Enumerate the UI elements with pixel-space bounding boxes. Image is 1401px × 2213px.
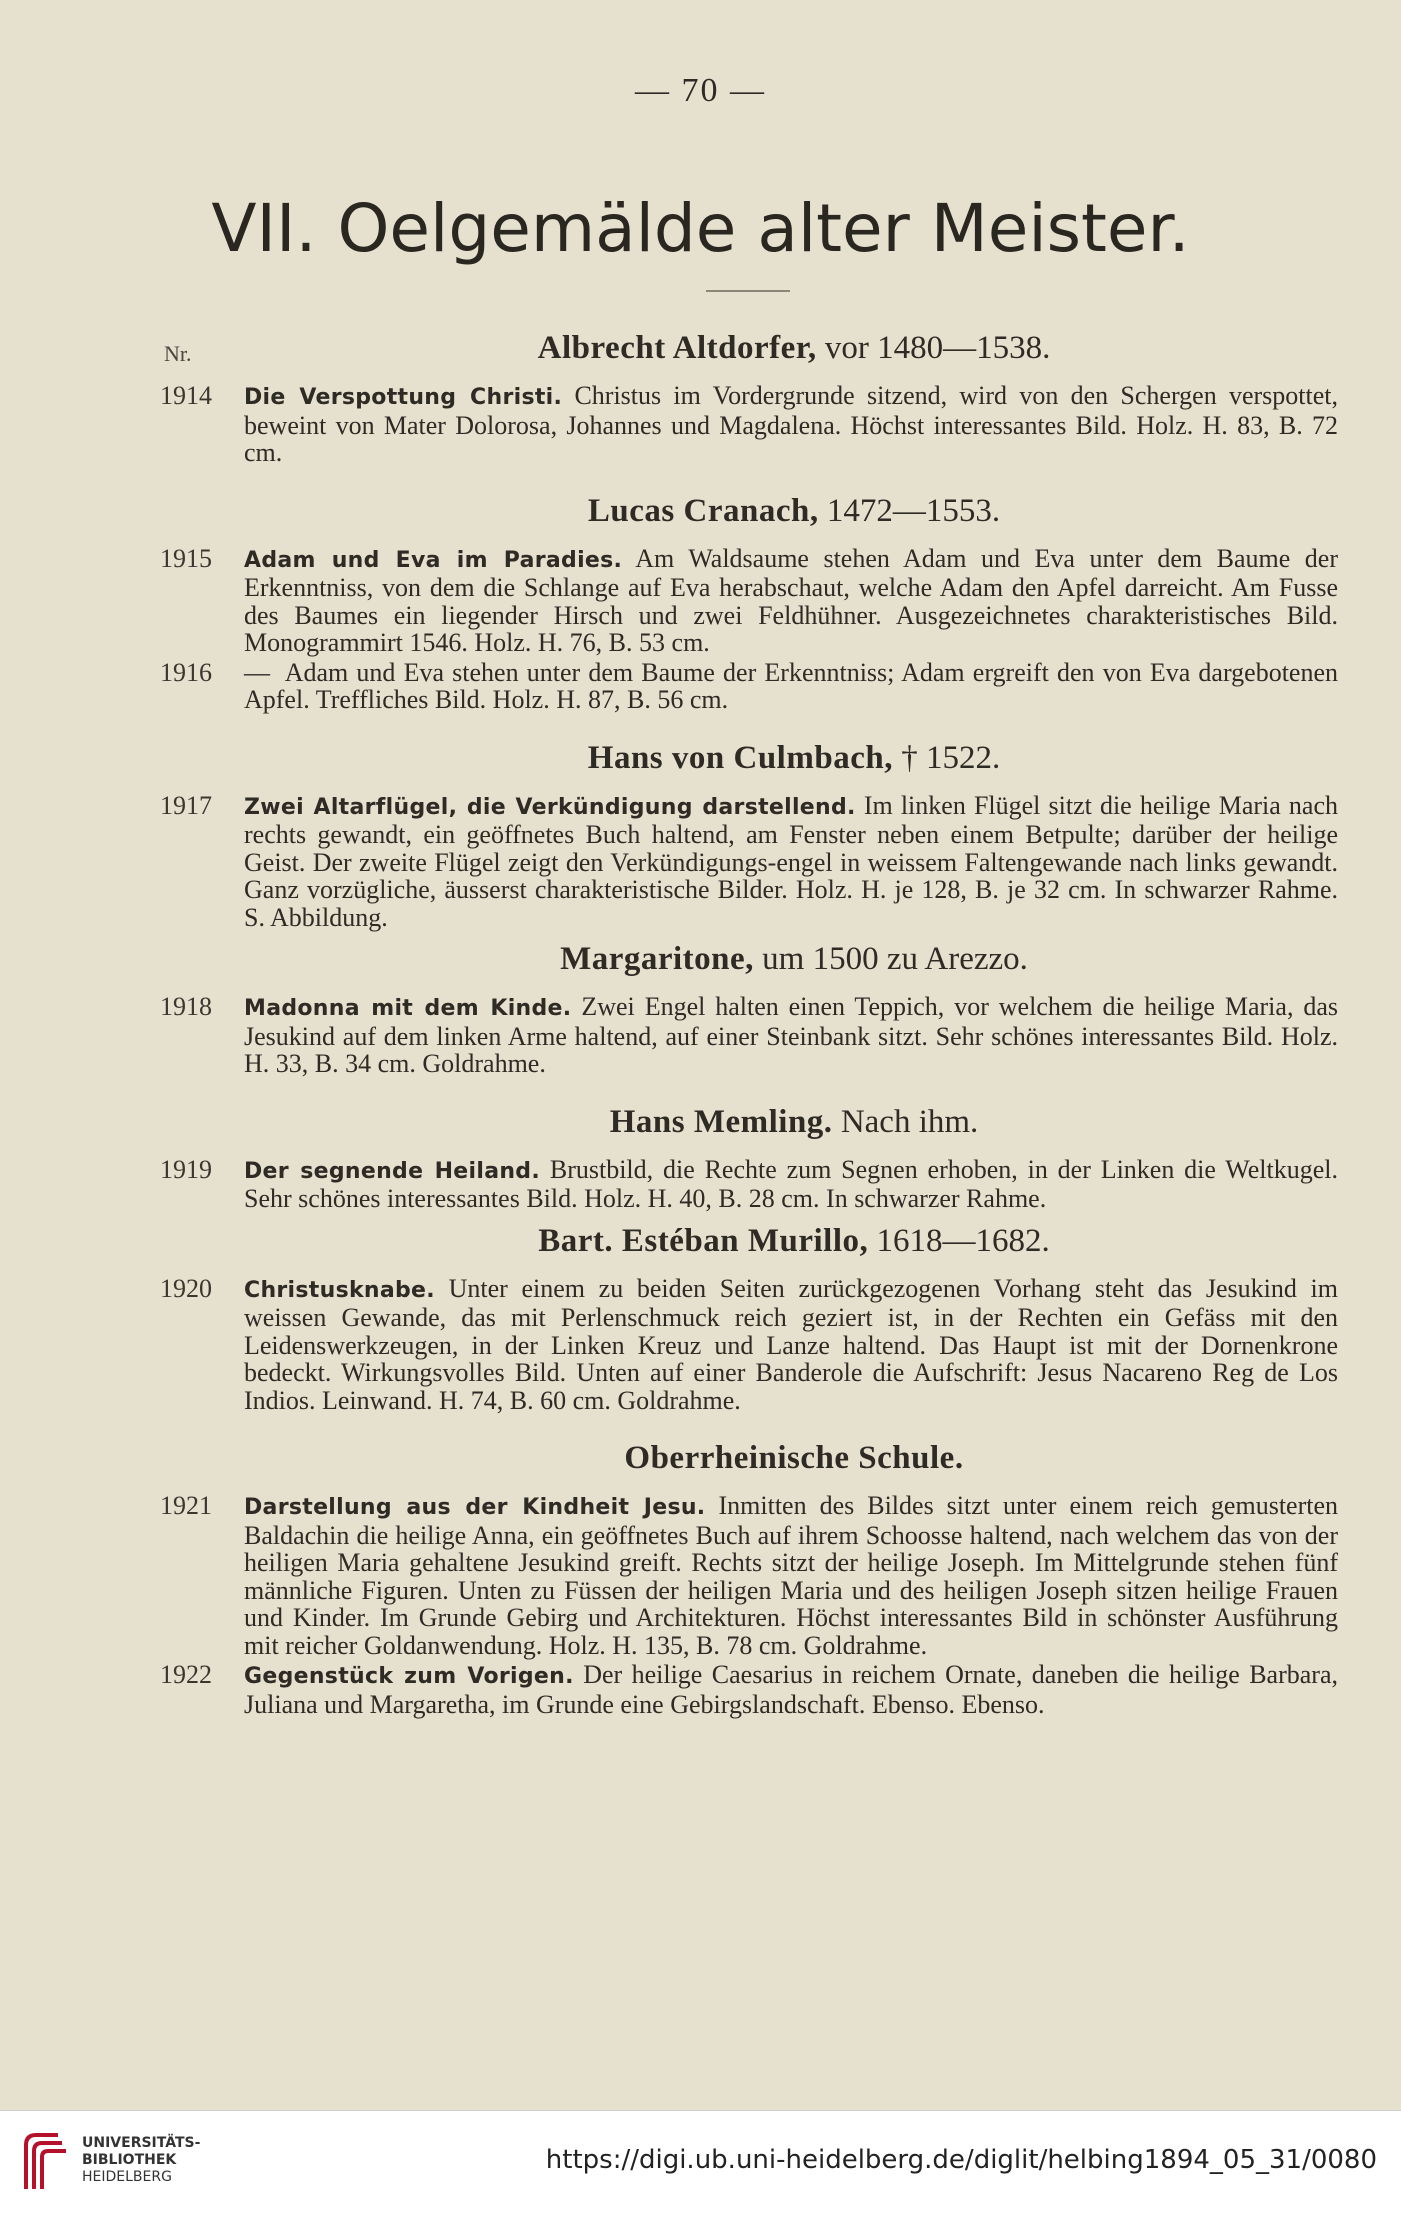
artist-heading (250, 1219, 1338, 1263)
entry-number: 1916 (160, 657, 212, 687)
entry-ditto-dash: — (244, 657, 270, 687)
entry-description: Christus im Vordergrunde sitzend, wird von den Schergen verspottet, beweint von Mater Dolorosa, Johannes und Magdalena. Höchst interessantes Bild. Holz. H. 83, B. 72 cm. (244, 381, 1339, 467)
artist-heading (250, 937, 1338, 981)
catalog-entry (160, 1275, 1338, 1415)
entry-title: Gegenstück zum Vorigen. (244, 1664, 574, 1689)
entry-description: Am Waldsaume stehen Adam und Eva unter dem Baume der Erkenntniss, von dem die Schlange auf Eva herabschaut, welche Adam den Apfel darreicht. Am Fusse des Baumes ein liegender Hirsch und zwei Feldhühner. Ausgezeichnetes charakteristisches Bild. Monogrammirt 1546. Holz. H. 76, B. 53 cm. (244, 543, 1338, 657)
entry-body (244, 1275, 1338, 1415)
artist-name: Albrecht Altdorfer, (537, 330, 817, 366)
artist-name: Margaritone, (560, 941, 754, 977)
entry-body (244, 1156, 1338, 1213)
viewer-footer (0, 2110, 1401, 2213)
artist-dates: vor 1480—1538. (824, 330, 1051, 366)
entry-description: Unter einem zu beiden Seiten zurückgezogenen Vorhang steht das Jesukind im weissen Gewande, das mit Perlenschmuck reich geziert ist, in der Rechten ein Gefäss mit den Leidenswerkzeugen, in der Linken Kreuz und Lanze haltend. Das Haupt ist mit der Dornenkrone bedeckt. Wirkungsvolles Bild. Unten auf einer Banderole die Aufschrift: Jesus Nacareno Reg de Los Indios. Leinwand. H. 74, B. 60 cm. Goldrahme. (244, 1273, 1339, 1415)
entry-body (244, 545, 1338, 657)
entry-description: Der heilige Caesarius in reichem Ornate, daneben die heilige Barbara, Juliana und Margaretha, im Grunde eine Gebirgslandschaft. Ebenso. Ebenso. (244, 1660, 1338, 1719)
entry-number: 1917 (160, 790, 212, 820)
entry-number: 1919 (160, 1154, 212, 1184)
title-rule (706, 290, 790, 292)
entry-number: 1922 (160, 1660, 212, 1689)
page-title: VII. Oelgemälde alter Meister. (211, 190, 1190, 267)
artist-heading (250, 1100, 1338, 1144)
library-name-line: UNIVERSITÄTS- (82, 2135, 201, 2151)
catalog-entry (160, 545, 1338, 657)
entry-title: Zwei Altarflügel, die Verkündigung darstellend. (244, 794, 856, 820)
library-logo-icon (18, 2127, 74, 2197)
entry-title: Christusknabe. (244, 1277, 435, 1303)
entry-title: Darstellung aus der Kindheit Jesu. (244, 1495, 706, 1520)
catalog-entry (160, 1156, 1338, 1213)
artist-name: Bart. Estéban Murillo, (538, 1222, 869, 1259)
entry-number: 1915 (160, 543, 212, 573)
artist-dates: um 1500 zu Arezzo. (762, 941, 1028, 977)
catalog-entry (160, 659, 1338, 714)
artist-name: Lucas Cranach, (587, 492, 819, 529)
source-url-link[interactable]: https://digi.ub.uni-heidelberg.de/diglit/helbing1894_05_31/0080 (545, 2145, 1377, 2175)
artist-heading (250, 326, 1338, 370)
artist-dates: 1618—1682. (876, 1222, 1050, 1259)
artist-heading (250, 736, 1338, 780)
entry-description: Adam und Eva stehen unter dem Baume der Erkenntniss; Adam ergreift den von Eva dargebotenen Apfel. Treffliches Bild. Holz. H. 87, B. 56 cm. (244, 657, 1338, 714)
artist-dates: † 1522. (901, 739, 1001, 776)
nr-column-label: Nr. (164, 341, 192, 366)
library-name-line: HEIDELBERG (82, 2169, 172, 2185)
entry-number: 1920 (160, 1273, 212, 1303)
entry-description: Zwei Engel halten einen Teppich, vor welchem die heilige Maria, das Jesukind auf dem linken Arme haltend, auf einer Steinbank sitzt. Sehr schönes interessantes Bild. Holz. H. 33, B. 34 cm. Goldrahme. (244, 992, 1339, 1078)
catalog-content (160, 326, 1338, 1718)
entry-description: Im linken Flügel sitzt die heilige Maria nach rechts gewandt, ein geöffnetes Buch haltend, am Fenster neben einem Betpulte; darüber der heilige Geist. Der zweite Flügel zeigt den Verkündigungs-engel in weissem Faltengewande nach links gewandt. Ganz vorzügliche, äusserst charakteristische Bilder. Holz. H. je 128, B. je 32 cm. In schwarzer Rahme. S. Abbildung. (244, 790, 1338, 932)
entry-body (244, 382, 1338, 467)
entry-body (244, 1492, 1338, 1659)
catalog-entry (160, 792, 1338, 932)
entry-title: Madonna mit dem Kinde. (244, 996, 572, 1021)
catalog-entry (160, 1492, 1338, 1659)
catalog-entry (160, 1661, 1338, 1718)
artist-name: Hans von Culmbach, (587, 739, 893, 776)
catalog-entry (160, 993, 1338, 1078)
entry-number: 1918 (160, 992, 212, 1021)
artist-dates: 1472—1553. (826, 492, 1001, 529)
page-number: — 70 — (635, 72, 766, 109)
artist-name: Oberrheinische Schule. (624, 1440, 964, 1476)
entry-description: Brustbild, die Rechte zum Segnen erhoben, in der Linken die Weltkugel. Sehr schönes interessantes Bild. Holz. H. 40, B. 28 cm. In schwarzer Rahme. (244, 1154, 1339, 1213)
entry-number: 1921 (160, 1491, 212, 1520)
catalog-entry (160, 382, 1338, 467)
entry-title: Adam und Eva im Paradies. (244, 547, 623, 573)
artist-dates: Nach ihm. (840, 1103, 979, 1140)
entry-title: Der segnende Heiland. (244, 1158, 541, 1184)
library-name-line: BIBLIOTHEK (82, 2152, 177, 2168)
entry-body (244, 1661, 1338, 1718)
entry-number: 1914 (160, 381, 212, 410)
artist-heading (250, 1436, 1338, 1480)
library-name (82, 2135, 200, 2186)
entry-description: Inmitten des Bildes sitzt unter einem reich gemusterten Baldachin die heilige Anna, ein geöffnetes Buch auf ihrem Schoosse haltend, nach welchem das von der heiligen Maria gehaltene Jesukind greift. Rechts sitzt der heilige Joseph. Im Mittelgrunde stehen fünf männliche Figuren. Unten zu Füssen der heiligen Maria und des heiligen Joseph sitzen heilige Frauen und Kinder. Im Grunde Gebirg und Architekturen. Höchst interessantes Bild in schönster Ausführung mit reicher Goldanwendung. Holz. H. 135, B. 78 cm. Goldrahme. (244, 1491, 1338, 1660)
artist-heading (250, 489, 1338, 533)
entry-body (244, 792, 1338, 932)
entry-body (244, 659, 1338, 714)
artist-name: Hans Memling. (609, 1103, 833, 1140)
entry-title: Die Verspottung Christi. (244, 385, 563, 410)
entry-body (244, 993, 1338, 1078)
